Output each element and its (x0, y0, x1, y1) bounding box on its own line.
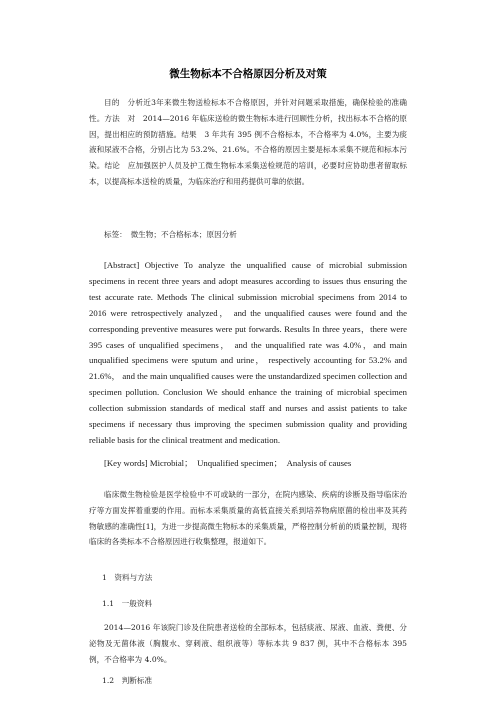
section-heading-1: 1 资料与方法 (102, 573, 153, 582)
paper-title: 微生物标本不合格原因分析及对策 (169, 68, 327, 80)
abstract-english: [Abstract] Objective To analyze the unqualified cause of microbial submission specimens in recent three years and adopt measures according to issues thus ensuring the test accurate rate. Methods The clinical submission microbial specimens from 2014 to 2016 were retrospectively analyzed， and the unqualified causes were found and the corresponding preventive measures were put forwards. Results In three years，there were 395 cases of unqualified specimens， and the unqualified rate was 4.0%，and main unqualified specimens were sputum and urine， respectively accounting for 53.2% and 21.6%， and the main unqualified causes were the unstandardized specimen collection and specimen pollution. Conclusion We should enhance the training of microbial specimen collection submission standards of medical staff and nurses and assist patients to take specimens if necessary thus improving the specimen submission quality and providing reliable basis for the clinical treatment and medication. (89, 260, 407, 445)
general-data-paragraph: 2014—2016 年该院门诊及住院患者送检的全部标本，包括痰液、尿液、血液、粪便、分泌物及无菌体液（胸腹水、穿刺液、组织液等）等标本共 9 837 例，其中不合格标本 395 例，不合格率为 4.0%。 (89, 623, 407, 664)
section-heading-1-1: 1.1 一般资料 (102, 599, 153, 608)
section-heading-1-2: 1.2 判断标准 (102, 676, 153, 685)
keywords-english: [Key words] Microbial； Unqualified specimen； Analysis of causes (104, 458, 352, 468)
keywords-chinese: 标签： 微生物；不合格标本；原因分析 (104, 230, 237, 239)
abstract-chinese: 目的 分析近3年来微生物送检标本不合格原因，并针对问题采取措施，确保检验的准确性。方法 对 2014—2016 年临床送检的微生物标本进行回顾性分析，找出标本不合格的原因，提出相应的预防措施。结果 3 年共有 395 例不合格标本，不合格率为 4.0%，主要为痰液和尿液不合格，分别占比为 53.2%、21.6%。不合格的原因主要是标本采集不规范和标本污染。结论 应加强医护人员及护工微生物标本采集送检规范的培训，必要时应协助患者留取标本，以提高标本送检的质量，为临床治疗和用药提供可靠的依据。 (89, 98, 407, 186)
introduction-paragraph: 临床微生物检验是医学检验中不可或缺的一部分，在院内感染、疾病的诊断及指导临床治疗等方面发挥着重要的作用。而标本采集质量的高低直接关系到培养物病原菌的检出率及其药物敏感的准确性[1]，为进一步提高微生物标本的采集质量，严格控制分析前的质量控制，现将临床的各类标本不合格原因进行收集整理，报道如下。 (89, 490, 407, 547)
